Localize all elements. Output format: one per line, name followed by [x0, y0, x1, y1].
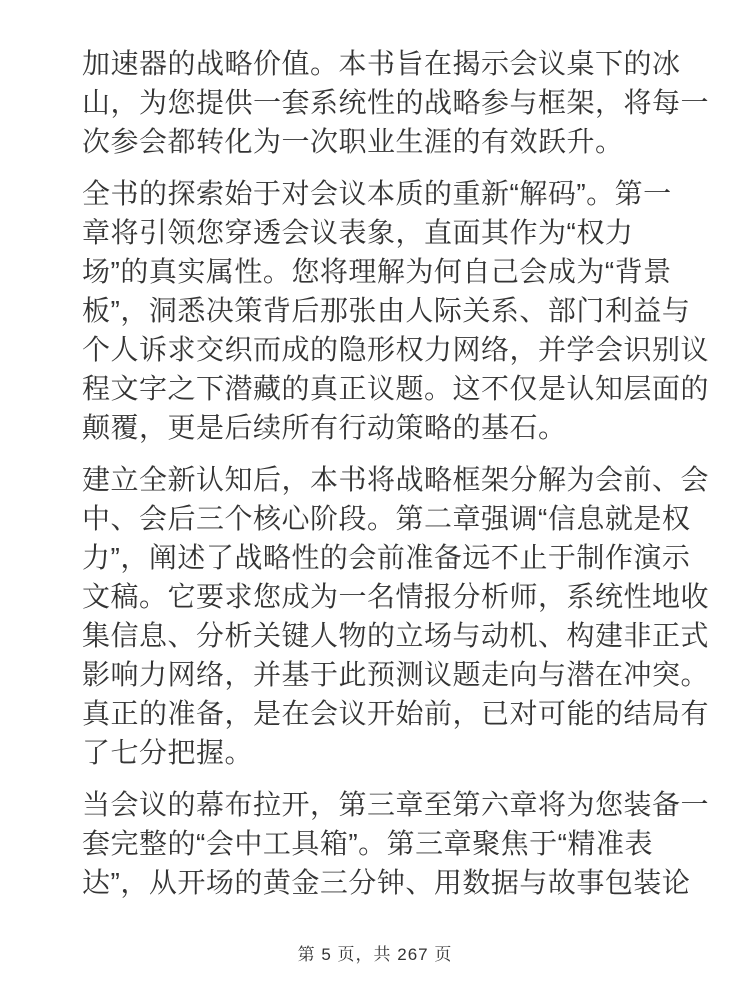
text-line: 影响力网络，并基于此预测议题走向与潜在冲突。	[82, 659, 710, 690]
text-line: 加速器的战略价值。本书旨在揭示会议桌下的冰	[82, 48, 681, 79]
text-line: 全书的探索始于对会议本质的重新“解码”。第一	[82, 178, 672, 209]
text-line: 了七分把握。	[82, 737, 254, 768]
text-line: 山，为您提供一套系统性的战略参与框架，将每一	[82, 87, 710, 118]
text-line: 个人诉求交织而成的隐形权力网络，并学会识别议	[82, 334, 710, 365]
text-line: 文稿。它要求您成为一名情报分析师，系统性地收	[82, 581, 710, 612]
text-line: 章将引领您穿透会议表象，直面其作为“权力	[82, 217, 634, 248]
text-line: 场”的真实属性。您将理解为何自己会成为“背景	[82, 256, 672, 287]
text-line: 板”，洞悉决策背后那张由人际关系、部门利益与	[82, 295, 691, 326]
paragraph-2	[82, 174, 710, 447]
text-line: 力”，阐述了战略性的会前准备远不止于制作演示	[82, 542, 691, 573]
text-line: 次参会都转化为一次职业生涯的有效跃升。	[82, 126, 624, 157]
text-line: 达”，从开场的黄金三分钟、用数据与故事包装论	[82, 867, 691, 898]
text-line: 集信息、分析关键人物的立场与动机、构建非正式	[82, 620, 710, 651]
paragraph-3	[82, 460, 710, 772]
text-line: 套完整的“会中工具箱”。第三章聚焦于“精准表	[82, 828, 653, 859]
paragraph-4	[82, 785, 710, 902]
text-line: 颠覆，更是后续所有行动策略的基石。	[82, 412, 567, 443]
paragraph-1	[82, 44, 710, 161]
text-line: 建立全新认知后，本书将战略框架分解为会前、会	[82, 464, 710, 495]
text-line: 真正的准备，是在会议开始前，已对可能的结局有	[82, 698, 710, 729]
document-text-body	[82, 44, 710, 915]
page-number-indicator: 第 5 页，共 267 页	[297, 945, 453, 964]
text-line: 程文字之下潜藏的真正议题。这不仅是认知层面的	[82, 373, 710, 404]
text-line: 当会议的幕布拉开，第三章至第六章将为您装备一	[82, 789, 710, 820]
text-line: 中、会后三个核心阶段。第二章强调“信息就是权	[82, 503, 691, 534]
